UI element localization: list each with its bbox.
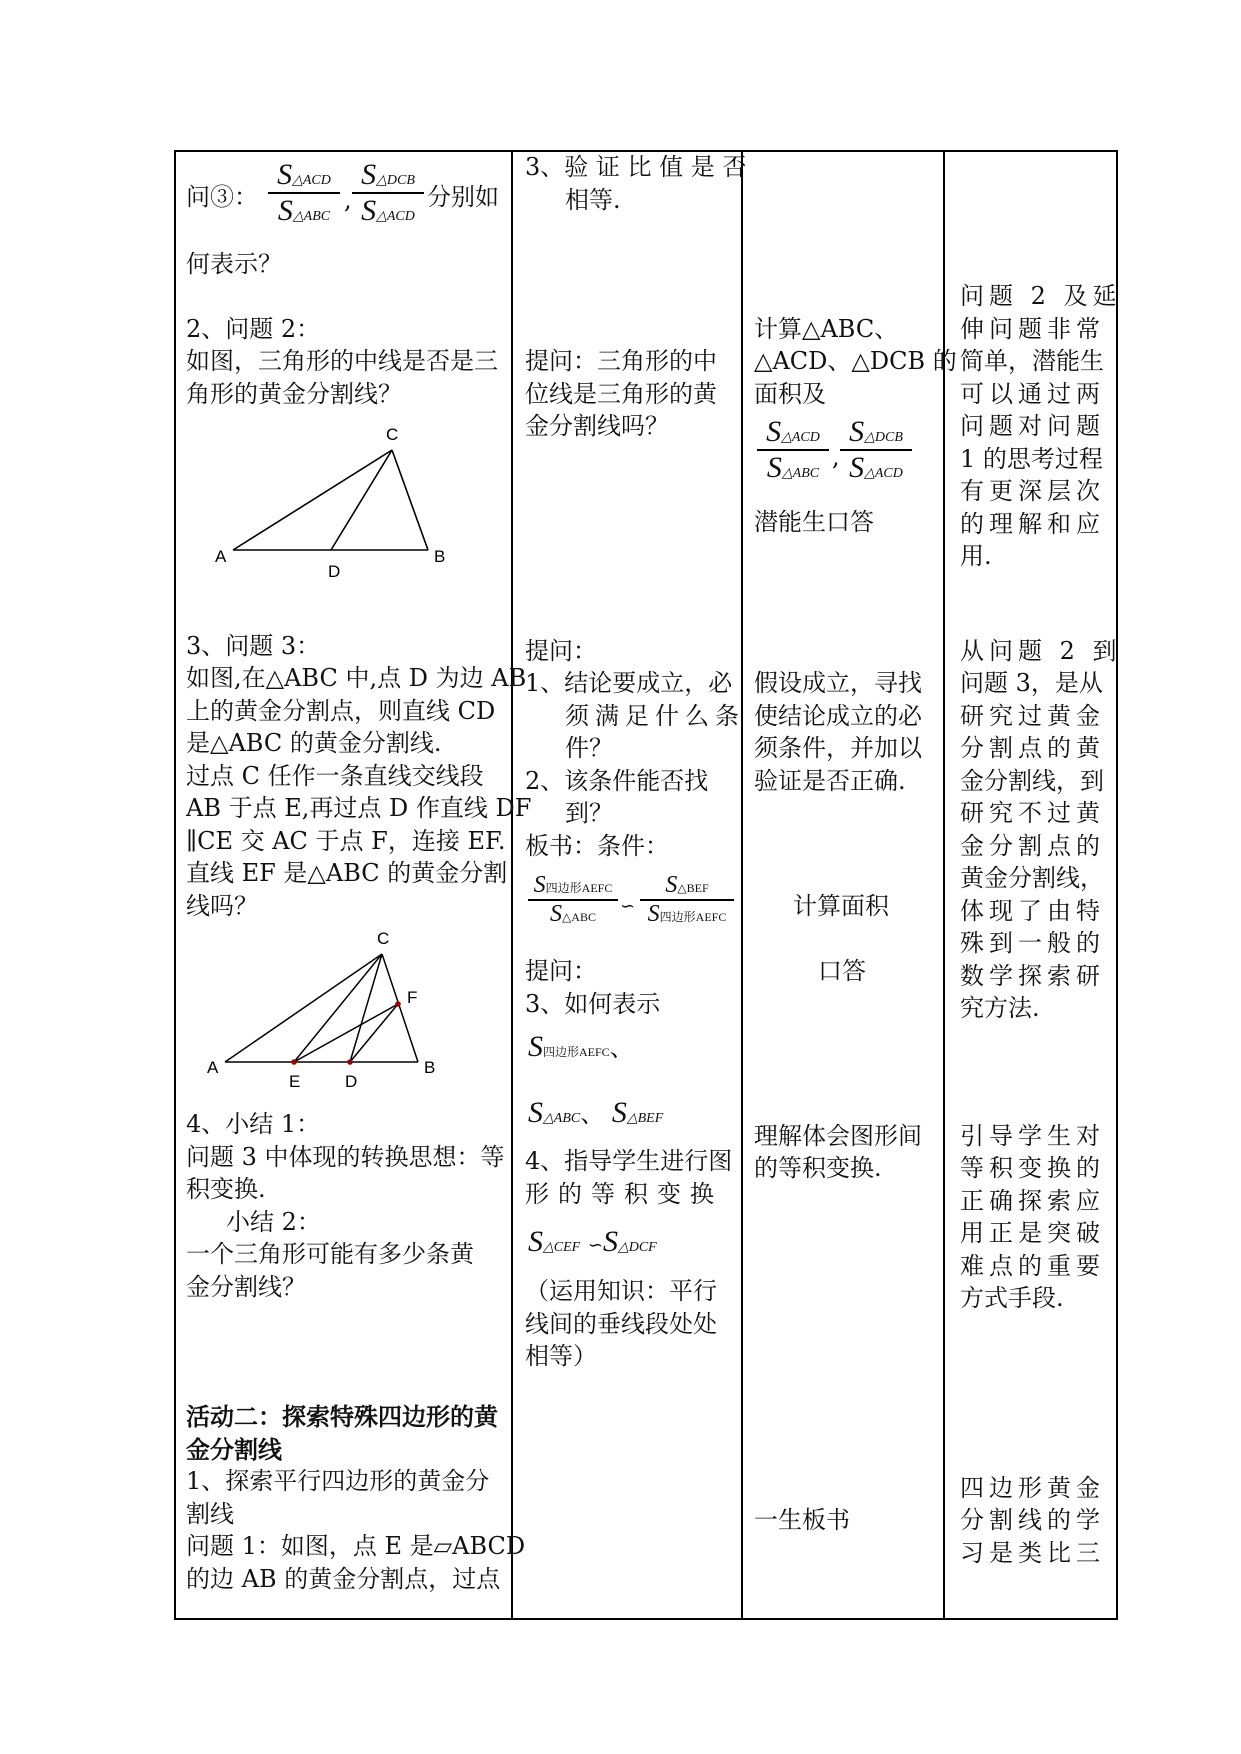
intent-line: 究方法. — [960, 994, 1040, 1022]
s-quad-expression: S四边形AEFC、 — [528, 1030, 634, 1063]
problem3-line: AB 于点 E,再过点 D 作直线 DF — [186, 794, 532, 822]
summary1-line1: 问题 3 中体现的转换思想：等 — [186, 1143, 505, 1171]
intent-line: 简单，潜能生 — [960, 347, 1104, 375]
intent-line: 引导学生对 — [960, 1122, 1105, 1150]
board-student: 一生板书 — [754, 1506, 850, 1534]
intent-line: 数学探索研 — [960, 962, 1105, 990]
column-divider-2 — [741, 150, 743, 1620]
ask2-item: 1、结论要成立，必 — [525, 669, 733, 697]
intent-line: 1 的思考过程 — [960, 445, 1103, 473]
understand-line: 的等积变换. — [754, 1154, 882, 1182]
q3-line2: 何表示？ — [186, 250, 282, 278]
label-E: E — [289, 1072, 301, 1091]
fraction-acd-abc: S△ACD S△ABC — [757, 415, 829, 485]
assume-line: 假设成立，寻找 — [754, 669, 922, 697]
s-cef-dcf-expression: S△CEF ∽S△DCF — [528, 1225, 657, 1258]
column-divider-1 — [511, 150, 513, 1620]
assume-line: 验证是否正确. — [754, 767, 906, 795]
ask2-item: 2、该条件能否找 — [525, 767, 709, 795]
q3-suffix: 分别如 — [427, 183, 499, 211]
triangle-golden-section-figure — [195, 930, 455, 1095]
ask3-line: 3、如何表示 — [525, 990, 661, 1018]
ask2-item: 须满足什么条 — [565, 702, 745, 730]
summary1-line2: 积变换. — [186, 1175, 266, 1203]
guide-line2: 形的等积变换 — [525, 1180, 723, 1208]
label-D: D — [328, 562, 341, 581]
problem3-line: ∥CE 交 AC 于点 F，连接 EF. — [186, 827, 506, 855]
intent-line: 难点的重要 — [960, 1252, 1105, 1280]
activity2-title-line1: 活动二：探索特殊四边形的黄 — [186, 1402, 498, 1431]
frac-num-sub: △ACD — [292, 173, 331, 188]
intent-line: 正确探索应 — [960, 1187, 1105, 1215]
label-D: D — [345, 1072, 358, 1091]
table-bottom-border — [174, 1618, 1118, 1620]
calc-line2: △ACD、△DCB 的 — [754, 347, 957, 375]
ask1-line: 位线是三角形的黄 — [525, 380, 717, 408]
problem3-line: 是△ABC 的黄金分割线. — [186, 729, 442, 757]
table-right-border — [1116, 150, 1118, 1620]
intent-line: 用. — [960, 542, 992, 570]
intent-line: 金分割线，到 — [960, 767, 1104, 795]
summary1-heading: 4、小结 1： — [186, 1110, 321, 1138]
ask3-heading: 提问： — [525, 957, 597, 985]
label-A: A — [215, 547, 227, 566]
frac-den-sub: △ACD — [376, 208, 415, 224]
intent-line: 用正是突破 — [960, 1219, 1105, 1247]
guide-line1: 4、指导学生进行图 — [525, 1147, 733, 1175]
problem2-line1: 如图，三角形的中线是否是三 — [186, 347, 498, 375]
problem3-line: 直线 EF 是△ABC 的黄金分割 — [186, 859, 508, 887]
intent-line: 金分割点的 — [960, 832, 1105, 860]
s-abc-bef-expression: S△ABC、 S△BEF — [528, 1096, 664, 1129]
summary2-line1: 一个三角形可能有多少条黄 — [186, 1240, 474, 1268]
frac-num-sub: △DCB — [376, 173, 415, 188]
condition-fraction-left: S四边形AEFC S△ABC — [528, 872, 618, 928]
problem3-line: 上的黄金分割点，则直线 CD — [186, 697, 496, 725]
relation-symbol: ∽ — [620, 896, 636, 917]
intent-line: 问题对问题 — [960, 412, 1105, 440]
intent-line: 殊到一般的 — [960, 929, 1105, 957]
intent-line: 可以通过两 — [960, 380, 1105, 408]
intent-line: 从问题 2 到 — [960, 637, 1122, 665]
calc-line3: 面积及 — [754, 380, 826, 408]
intent-line: 研究过黄金 — [960, 702, 1105, 730]
label-B: B — [434, 547, 446, 566]
question1-line1: 问题 1：如图，点 E 是▱ABCD — [186, 1532, 526, 1560]
understand-line: 理解体会图形间 — [754, 1122, 922, 1150]
label-C: C — [377, 930, 390, 948]
ask1-line: 金分割线吗？ — [525, 412, 669, 440]
document-page: 问③： S△ACD S△ABC , S△DCB S△ACD 分别如 何表示？ 2、问题 2： 如图，三角形的中线是否是三 角形的黄金分割线？ C A B D 3、问题 3： 如图,在△ABC 中,点 D 为边 AB 上的黄金分割点，则直线 CD 是△ABC 的黄金分割线. 过点 C 任作一条直线交线段 AB 于点 E,再过点 D 作直线 DF ∥CE 交 AC 于点 F，连接 EF. 直线 EF 是△ABC 的黄金分割 线吗？ C A B E D F 4、小结 1： 问题 3 中体现的转换思想：等 积变换. 小结 2： 一个三角形可能有多少条黄 金分割线？ 活动二：探索特殊四边形的黄 金分割线 1、探索平行四边形的黄金分 割线 问题 1：如图，点 E 是▱ABCD 的边 AB 的黄金分割点，过点 3、验 证 比 值 是 否 相等. 提问：三角形的中 位线是三角形的黄 金分割线吗？ 提问： 1、结论要成立，必 须满足什么条 件？ 2、该条件能否找 到？ 板书：条件： S四边形AEFC S△ABC ∽ S△BEF S四边形AEFC 提问： 3、如何表示 S四边形AEFC、 S△ABC、 S△BEF 4、指导学生进行图 形的等积变换 S△CEF ∽S△DCF （运用知识：平行 线间的垂线段处处 相等） 计算△ABC、 △ACD、△DCB 的 面积及 S△ACD S△ABC , S△DCB S△ACD 潜能生口答 假设成立，寻找 使结论成立的必 须条件，并加以 验证是否正确. 计算面积 口答 理解体会图形间 的等积变换. 一生板书 问题 2 及延 伸问题非常 简单，潜能生 可以通过两 问题对问题 1 的思考过程 有更深层次 的理解和应 用. 从问题 2 到 问题 3，是从 研究过黄金 分割点的黄 金分割线，到 研究不过黄 金分割点的 黄金分割线， 体现了由特 殊到一般的 数学探索研 究方法. 引导学生对 等积变换的 正确探索应 用正是突破 难点的重要 方式手段. 四边形黄金 分割线的学 习是类比三 — [0, 0, 1241, 1754]
label-F: F — [407, 988, 418, 1007]
problem2-line2: 角形的黄金分割线？ — [186, 380, 402, 408]
explore-line1: 1、探索平行四边形的黄金分 — [186, 1467, 490, 1495]
knowledge-line: （运用知识：平行 — [525, 1277, 717, 1305]
frac-den-sub: △ABC — [292, 208, 331, 224]
problem2-heading: 2、问题 2： — [186, 315, 321, 343]
label-C: C — [386, 425, 399, 444]
intent-line: 四边形黄金 — [960, 1474, 1105, 1502]
problem3-heading: 3、问题 3： — [186, 632, 321, 660]
activity2-title-line2: 金分割线 — [186, 1435, 282, 1464]
intent-line: 伸问题非常 — [960, 315, 1105, 343]
intent-line: 体现了由特 — [960, 897, 1105, 925]
intent-line: 的理解和应 — [960, 510, 1105, 538]
ask2-heading: 提问： — [525, 637, 597, 665]
intent-line: 等积变换的 — [960, 1154, 1105, 1182]
label-A: A — [207, 1058, 219, 1077]
problem3-line: 过点 C 任作一条直线交线段 — [186, 762, 484, 790]
ask1-line: 提问：三角形的中 — [525, 347, 717, 375]
intent-line: 问题 2 及延 — [960, 282, 1122, 310]
ask2-item: 件？ — [565, 734, 613, 762]
intent-line: 分割点的黄 — [960, 734, 1105, 762]
verify-line2: 相等. — [565, 186, 621, 214]
q3-prefix: 问③： — [186, 183, 258, 211]
assume-line: 使结论成立的必 — [754, 702, 922, 730]
summary2-line2: 金分割线？ — [186, 1273, 306, 1301]
intent-line: 问题 3，是从 — [960, 669, 1103, 697]
knowledge-line: 相等） — [525, 1342, 597, 1370]
intent-line: 有更深层次 — [960, 477, 1105, 505]
fraction-acd-abc: S△ACD S△ABC — [268, 158, 340, 228]
oral-answer: 潜能生口答 — [754, 508, 874, 536]
intent-line: 习是类比三 — [960, 1539, 1105, 1567]
triangle-median-figure — [200, 420, 460, 590]
summary2-heading: 小结 2： — [226, 1208, 321, 1236]
oral-answer-2: 口答 — [818, 957, 866, 985]
assume-line: 须条件，并加以 — [754, 734, 922, 762]
problem3-line: 如图,在△ABC 中,点 D 为边 AB — [186, 664, 527, 692]
knowledge-line: 线间的垂线段处处 — [525, 1310, 717, 1338]
explore-line2: 割线 — [186, 1500, 234, 1528]
fraction-dcb-acd: S△DCB S△ACD — [840, 415, 912, 485]
calc-area: 计算面积 — [793, 892, 889, 920]
ask2-item: 到？ — [565, 799, 613, 827]
label-B: B — [424, 1058, 436, 1077]
fraction-dcb-acd: S△DCB S△ACD — [352, 158, 424, 228]
problem3-line: 线吗？ — [186, 892, 258, 920]
verify-line1: 3、验 证 比 值 是 否 — [525, 153, 747, 181]
question1-line2: 的边 AB 的黄金分割点，过点 — [186, 1565, 501, 1593]
intent-line: 研究不过黄 — [960, 799, 1105, 827]
intent-line: 分割线的学 — [960, 1506, 1105, 1534]
intent-line: 黄金分割线， — [960, 864, 1104, 892]
condition-fraction-right: S△BEF S四边形AEFC — [640, 872, 734, 928]
board-conditions: 板书：条件： — [525, 832, 669, 860]
table-left-border — [174, 150, 176, 1620]
intent-line: 方式手段. — [960, 1284, 1064, 1312]
calc-line1: 计算△ABC、 — [754, 315, 899, 343]
